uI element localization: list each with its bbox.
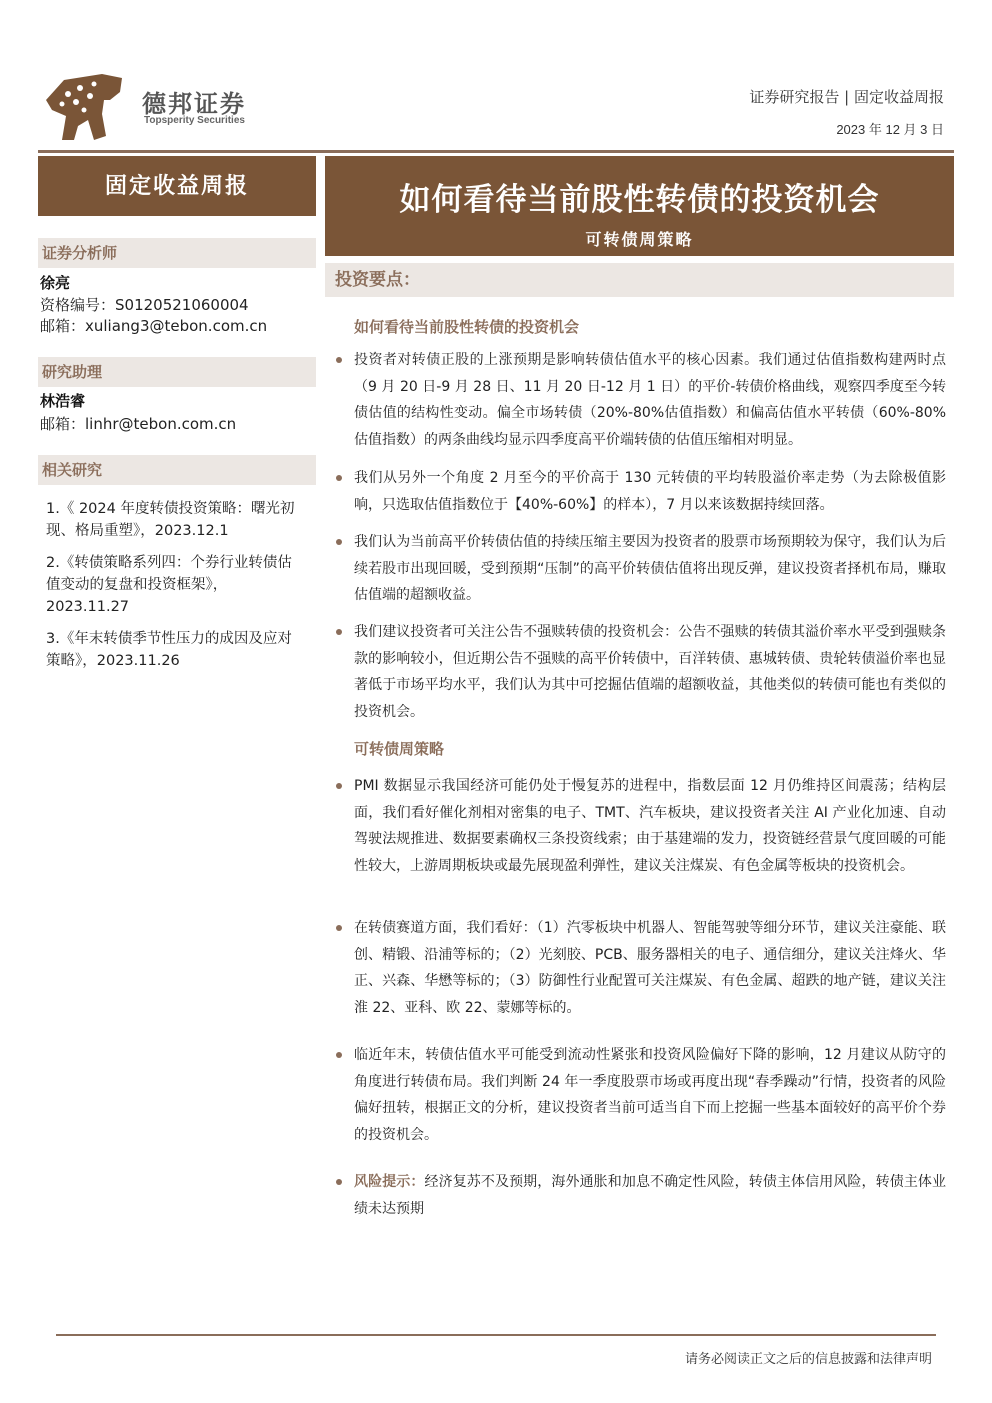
analyst-name: 徐亮 — [40, 274, 71, 292]
bullet-icon — [336, 539, 342, 545]
key-point-paragraph: 投资者对转债正股的上涨预期是影响转债估值水平的核心因素。我们通过估值指数构建两时点（9 月 20 日-9 月 28 日、11 月 20 日-12 月 1 日）的平价-转债价格曲线，观察四季度至今转债估值的结构性变动。偏全市场转债（20%-80%估值指数）和偏高估值水平转债（60%-80%估值指数）的两条曲线均显示四季度高平价端转债的估值压缩相对明显。 — [354, 352, 946, 448]
logo-cn-text: 德邦证券 — [142, 90, 246, 118]
related-item[interactable]: 2.《转债策略系列四：个券行业转债估值变动的复盘和投资框架》，2023.11.27 — [46, 555, 292, 615]
footer-disclaimer[interactable]: 请务必阅读正文之后的信息披露和法律声明 — [684, 1352, 932, 1367]
bullet-icon — [336, 925, 342, 931]
strategy-paragraph: PMI 数据显示我国经济可能仍处于慢复苏的进程中，指数层面 12 月仍维持区间震荡；结构层面，我们看好催化剂相对密集的电子、TMT、汽车板块，建议投资者关注 AI 产业化加速、自动驾驶法规推进、数据要素确权三条投资线索；由于基建端的发力，投资链经营景气度回暖的可能性较大，上游周期板块或最先展现盈利弹性，建议关注煤炭、有色金属等板块的投资机会。 — [354, 778, 946, 874]
risk-label: 风险提示： — [354, 1174, 425, 1190]
report-type: 证券研究报告 | 固定收益周报 — [749, 88, 944, 106]
strategy-paragraph: 在转债赛道方面，我们看好：（1）汽零板块中机器人、智能驾驶等细分环节，建议关注豪能、联创、精锻、沿浦等标的；（2）光刻胶、PCB、服务器相关的电子、通信细分，建议关注烽火、华正、兴森、华懋等标的；（3）防御性行业配置可关注煤炭、有色金属、超跌的地产链，建议关注淮 22、亚科、欧 22、蒙娜等标的。 — [354, 920, 946, 1016]
related-item[interactable]: 1.《 2024 年度转债投资策略：曙光初现、格局重塑》，2023.12.1 — [46, 501, 295, 539]
related-item[interactable]: 3.《年末转债季节性压力的成因及应对策略》，2023.11.26 — [46, 631, 292, 669]
company-logo — [44, 70, 254, 142]
analyst-email[interactable]: 邮箱：xuliang3@tebon.com.cn — [40, 317, 268, 335]
assistant-email[interactable]: 邮箱：linhr@tebon.com.cn — [40, 415, 237, 433]
risk-paragraph — [354, 1169, 946, 1222]
key-point-paragraph: 我们从另外一个角度 2 月至今的平价高于 130 元转债的平均转股溢价率走势（为去除极值影响，只选取估值指数位于【40%-60%】的样本），7 月以来该数据持续回落。 — [354, 470, 946, 513]
key-point-paragraph: 我们认为当前高平价转债估值的持续压缩主要因为投资者的股票市场预期较为保守，我们认为后续若股市出现回暖，受到预期“压制”的高平价转债估值将出现反弹，建议投资者择机布局，赚取估值端的超额收益。 — [354, 534, 946, 603]
report-category-title: 固定收益周报 — [38, 156, 316, 216]
bullet-icon — [336, 1052, 342, 1058]
analyst-section-label: 证券分析师 — [38, 238, 316, 268]
bullet-icon — [336, 475, 342, 481]
analyst-cert: 资格编号：S0120521060004 — [40, 296, 249, 314]
strategy-paragraph: 临近年末，转债估值水平可能受到流动性紧张和投资风险偏好下降的影响，12 月建议从防守的角度进行转债布局。我们判断 24 年一季度股票市场或再度出现“春季躁动”行情，投资者的风险偏好扭转，根据正文的分析，建议投资者当前可适当自下而上挖掘一些基本面较好的高平价个券的投资机会。 — [354, 1047, 946, 1143]
bullet-icon — [336, 1179, 342, 1185]
key-point-paragraph: 我们建议投资者可关注公告不强赎转债的投资机会：公告不强赎的转债其溢价率水平受到强赎条款的影响较小，但近期公告不强赎的高平价转债中，百洋转债、惠城转债、贵轮转债溢价率也显著低于市场平均水平，我们认为其中可挖掘估值端的超额收益，其他类似的转债可能也有类似的投资机会。 — [354, 624, 946, 720]
page-title: 如何看待当前股性转债的投资机会 — [399, 182, 880, 218]
report-header — [749, 86, 944, 138]
bullet-icon — [336, 629, 342, 635]
assistant-name: 林浩睿 — [40, 392, 86, 410]
leopard-logo-icon — [44, 70, 124, 142]
page-subtitle: 可转债周策略 — [585, 230, 694, 249]
report-date: 2023 年 12 月 3 日 — [836, 122, 944, 137]
footer-divider — [56, 1334, 936, 1336]
bullet-icon — [336, 783, 342, 789]
related-research-list — [46, 498, 302, 682]
key-points-label: 投资要点： — [325, 263, 954, 297]
assistant-section-label: 研究助理 — [38, 357, 316, 387]
section2-title: 可转债周策略 — [354, 740, 445, 758]
title-banner — [325, 156, 954, 256]
risk-text: 经济复苏不及预期，海外通胀和加息不确定性风险，转债主体信用风险，转债主体业绩未达预期 — [354, 1174, 947, 1217]
related-section-label: 相关研究 — [38, 455, 316, 485]
section1-title: 如何看待当前股性转债的投资机会 — [354, 318, 580, 336]
bullet-icon — [336, 357, 342, 363]
header-divider — [38, 150, 954, 153]
logo-en-text: Topsperity Securities — [144, 115, 245, 126]
